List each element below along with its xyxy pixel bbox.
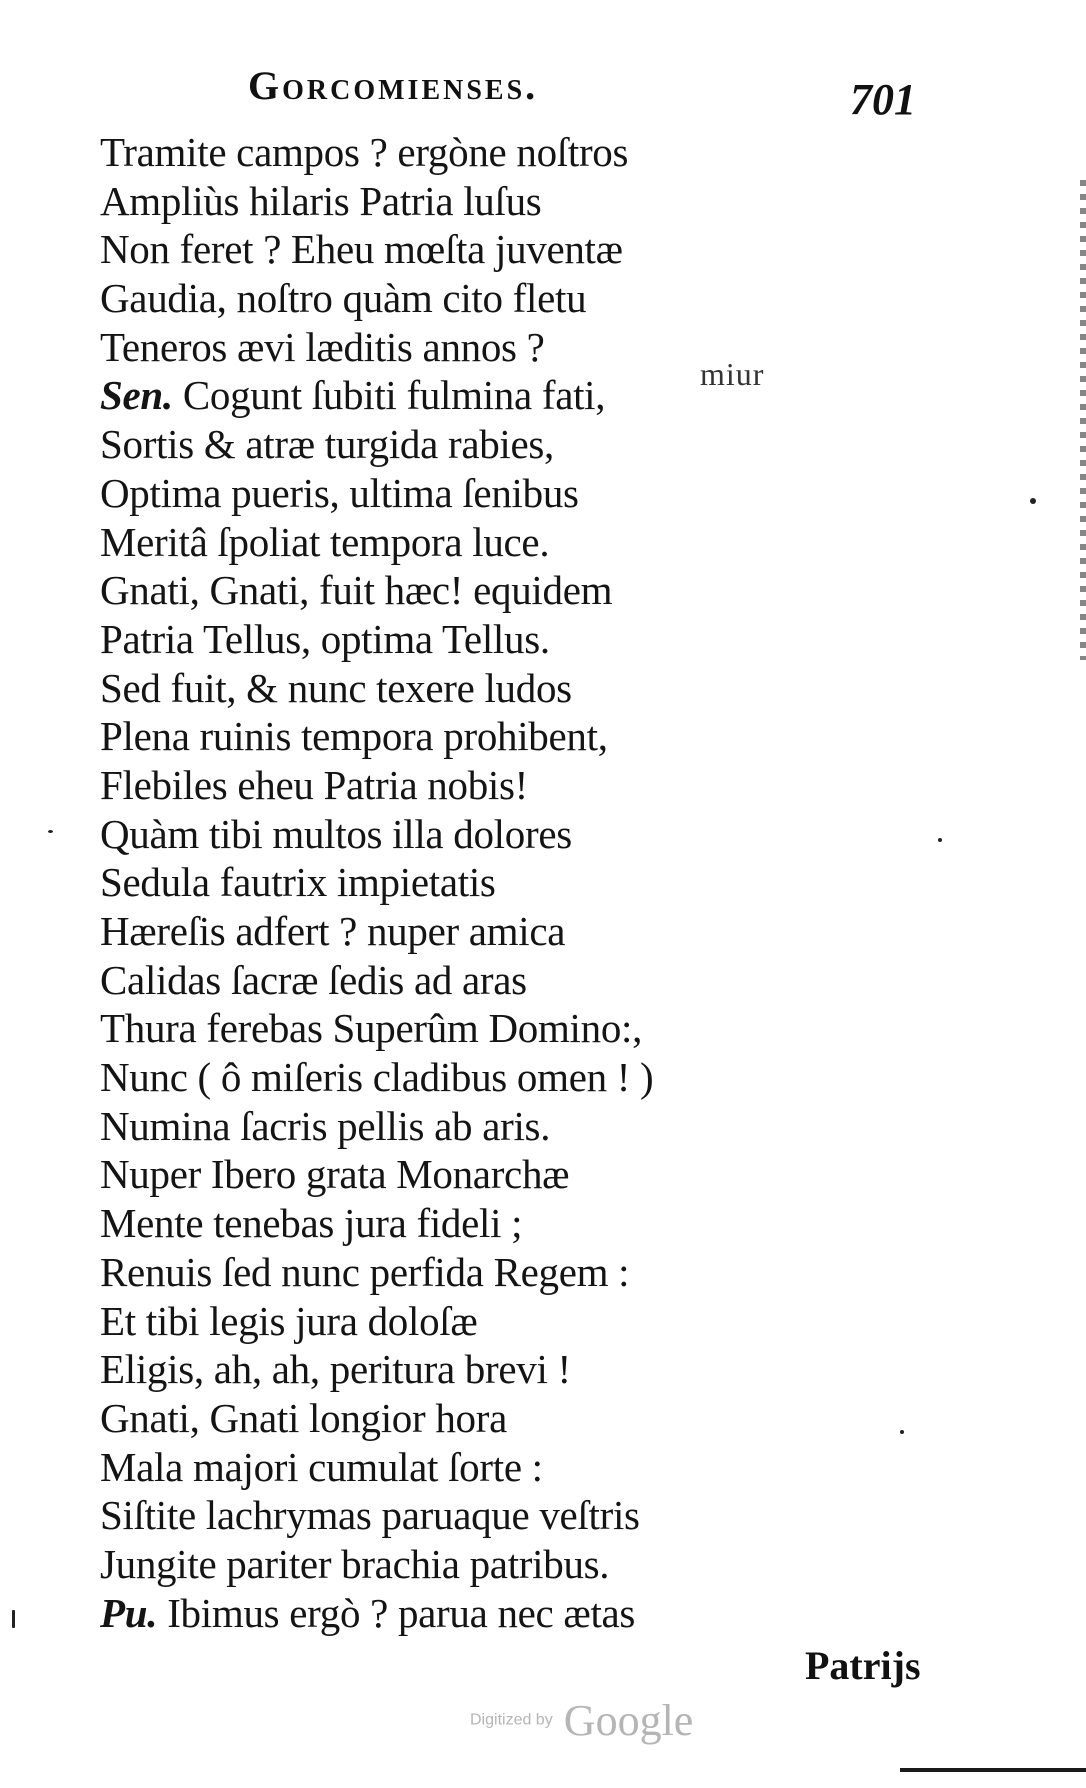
ink-speck [938, 838, 942, 842]
verse-text: Mente tenebas jura fideli ; [100, 1200, 523, 1247]
verse-line [100, 1345, 653, 1394]
verse-line [100, 1053, 653, 1102]
verse-text: Ibimus ergò ? parua nec ætas [167, 1589, 636, 1636]
verse-text: Gnati, Gnati, fuit hæc! equidem [100, 567, 613, 614]
verse-text: Mala majori cumulat ſorte : [100, 1443, 543, 1490]
verse-text: Teneros ævi læditis annos ? [100, 323, 545, 370]
verse-line [100, 1150, 653, 1199]
verse-line [100, 712, 653, 761]
verse-line [100, 566, 653, 615]
verse-text: Nuper Ibero grata Monarchæ [100, 1151, 570, 1198]
verse-line [100, 1394, 653, 1443]
verse-text: Ampliùs hilaris Patria luſus [100, 177, 542, 224]
verse-line [100, 810, 653, 859]
verse-line [100, 956, 653, 1005]
verse-text: Quàm tibi multos illa dolores [100, 810, 572, 857]
verse-text: Eligis, ah, ah, peritura brevi ! [100, 1346, 571, 1393]
verse-line [100, 1248, 653, 1297]
verse-text: Optima pueris, ultima ſenibus [100, 469, 579, 516]
verse-line [100, 1199, 653, 1248]
verse-line [100, 1443, 653, 1492]
watermark-prefix: Digitized by [470, 1711, 553, 1729]
verse-line [100, 1491, 653, 1540]
speaker-label: Pu. [100, 1589, 158, 1636]
verse-line [100, 761, 653, 810]
verse-text: Nunc ( ô miſeris cladibus omen ! ) [100, 1054, 654, 1101]
verse-line [100, 323, 653, 372]
verse-text: Hæreſis adfert ? nuper amica [100, 908, 566, 954]
speaker-label: Sen. [100, 372, 173, 419]
verse-line [100, 1297, 653, 1346]
verse-line [100, 469, 653, 518]
verse-line [100, 615, 653, 664]
verse-line [100, 420, 653, 469]
google-logo: Google [563, 1696, 694, 1745]
verse-line [100, 128, 653, 177]
scan-edge-rule [900, 1768, 1086, 1772]
verse-line [100, 1540, 653, 1589]
verse-text: Flebiles eheu Patria nobis! [100, 761, 529, 808]
verse-line [100, 177, 653, 226]
digitized-watermark [470, 1695, 693, 1746]
verse-text: Gaudia, noſtro quàm cito fletu [100, 275, 587, 322]
verse-text: Numina ſacris pellis ab aris. [100, 1102, 551, 1149]
ink-speck [1030, 498, 1036, 504]
scan-edge-shadow [1080, 180, 1086, 660]
verse-text: Gnati, Gnati longior hora [100, 1394, 507, 1441]
verse-line [100, 274, 653, 323]
verse-text: Cogunt ſubiti fulmina fati, [182, 372, 606, 419]
verse-text: Calidas ſacræ ſedis ad aras [100, 956, 527, 1003]
verse-text: Renuis ſed nunc perfida Regem : [100, 1248, 630, 1295]
running-head: Gorcomienses. [248, 63, 539, 108]
ink-speck [900, 1430, 904, 1434]
verse-text: Siſtite lachrymas paruaque veſtris [100, 1492, 640, 1539]
verse-text: Sortis & atræ turgida rabies, [100, 421, 555, 468]
verse-text: Tramite campos ? ergòne noſtros [100, 129, 629, 175]
catchword: Patrijs [805, 1643, 921, 1688]
verse-text: Patria Tellus, optima Tellus. [100, 615, 550, 662]
margin-note: miur [700, 356, 765, 392]
verse-text: Jungite pariter brachia patribus. [100, 1540, 610, 1587]
verse-text: Meritâ ſpoliat tempora luce. [100, 518, 550, 565]
verse-line [100, 1102, 653, 1151]
verse-line [100, 1004, 653, 1053]
verse-line [100, 371, 653, 420]
verse-text: Non feret ? Eheu mœſta juventæ [100, 226, 623, 273]
verse-line [100, 1589, 653, 1638]
verse-text: Sed fuit, & nunc texere ludos [100, 664, 572, 711]
verse-line [100, 518, 653, 567]
ink-speck [12, 1610, 15, 1628]
page-number: 701 [850, 75, 916, 124]
verse-line [100, 858, 653, 907]
verse-text: Plena ruinis tempora prohibent, [100, 713, 608, 760]
verse-text: Et tibi legis jura doloſæ [100, 1297, 478, 1344]
verse-text: Sedula fautrix impietatis [100, 859, 496, 906]
ink-speck [48, 830, 53, 833]
verse-line [100, 225, 653, 274]
verse-text: Thura ferebas Superûm Domino:, [100, 1005, 643, 1052]
verse-block [100, 128, 653, 1637]
verse-line [100, 664, 653, 713]
verse-line [100, 907, 653, 956]
